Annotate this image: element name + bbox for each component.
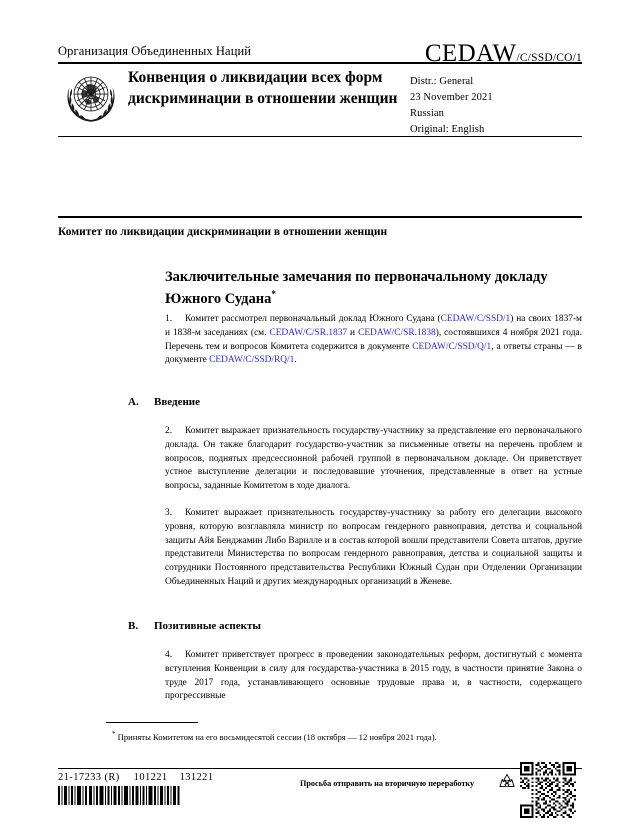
un-emblem bbox=[62, 72, 120, 124]
paragraph-1-text-d: ), состоявшихся 4 ноября 2021 года. Перечень тем и вопросов Комитета содержится в документе bbox=[165, 327, 582, 352]
section-a-letter: A. bbox=[128, 396, 139, 408]
footnote bbox=[112, 730, 552, 743]
barcode bbox=[58, 786, 180, 805]
section-heading-introduction bbox=[128, 396, 200, 408]
recycle-icon bbox=[497, 772, 517, 792]
paragraph-2-text: Комитет выражает признательность государству-участнику за представление его первоначального доклада. Он также благодарит государство-участник за письменные ответы на перечень проблем и вопросов, поднятых предсессионной рабочей группой в первоначальном докладе. Он приветствует устное выступление делегации и последовавшие уточнения, представленные в ответ на устные вопросы, заданные Комитетом в ходе диалога. bbox=[165, 426, 582, 492]
footer-rule bbox=[58, 768, 582, 769]
masthead-bottom-rule bbox=[58, 136, 582, 137]
section-b-letter: B. bbox=[128, 620, 139, 632]
paragraph-1-text-e: , а ответы страны — в документе bbox=[165, 341, 582, 366]
page-title bbox=[165, 268, 565, 309]
date-code-2: 131221 bbox=[179, 772, 214, 783]
committee-name: Комитет по ликвидации дискриминации в отношении женщин bbox=[58, 226, 388, 238]
paragraph-1-text-c: и bbox=[347, 327, 359, 338]
section-a-title: Введение bbox=[154, 396, 201, 408]
paragraph-1-text-a: Комитет рассмотрел первоначальный доклад Южного Судана ( bbox=[185, 314, 441, 324]
paragraph-4-text: Комитет приветствует прогресс в проведении законодательных реформ, достигнутый с момента вступления Конвенции в силу для государства-участника в 2015 году, в частности принятие Закона о труде 2017 года, устанавливающего основные трудовые права и, в частности, содержащего прогрессивные bbox=[165, 650, 582, 702]
reference-link-cedaw-c-ssd-1[interactable]: CEDAW/C/SSD/1 bbox=[440, 314, 511, 324]
date-code-1: 101221 bbox=[133, 772, 168, 783]
paragraph-2 bbox=[165, 425, 582, 494]
section-heading-positive-aspects bbox=[128, 620, 261, 632]
original-language: Original: English bbox=[410, 124, 485, 136]
masthead-body bbox=[58, 64, 582, 136]
document-date: 23 November 2021 bbox=[410, 92, 493, 104]
footnote-text: Приняты Комитетом на его восьмидесятой сессии (18 октября — 12 ноября 2021 года). bbox=[117, 731, 437, 742]
paragraph-3-text: Комитет выражает признательность государству-участнику за работу его делегации высокого уровня, которую возглавляла министр по вопросам гендерного равноправия, детства и социальной защиты Айя Бенджамин Либо Варилле и в состав которой вошли представители Совета штатов, другие представители Министерства по вопросам гендерного равноправия, детства и социальной защиты и сотрудники Постоянного представительства Республики Южный Судан при Отделении Организации Объединенных Наций и других международных организаций в Женеве. bbox=[165, 508, 582, 588]
convention-title: Конвенция о ликвидации всех форм дискриминации в отношении женщин bbox=[128, 69, 398, 107]
reference-link-cedaw-c-ssd-q-1[interactable]: CEDAW/C/SSD/Q/1 bbox=[412, 341, 492, 352]
paragraph-1-text-f: . bbox=[294, 355, 297, 366]
document-symbol-main: CEDAW bbox=[424, 40, 517, 67]
recycle-text: Просьба отправить на вторичную переработку bbox=[300, 779, 475, 788]
paragraph-3-number: 3. bbox=[165, 508, 173, 518]
qr-code bbox=[520, 762, 576, 818]
reference-link-cedaw-c-sr-1837[interactable]: CEDAW/C/SR.1837 bbox=[269, 327, 348, 338]
organization-name: Организация Объединенных Наций bbox=[58, 44, 252, 58]
footnote-separator bbox=[106, 722, 198, 723]
paragraph-4-number: 4. bbox=[165, 650, 173, 660]
paragraph-1 bbox=[165, 313, 582, 368]
distribution-block bbox=[410, 74, 493, 139]
paragraph-3 bbox=[165, 507, 582, 590]
reference-link-cedaw-c-ssd-rq-1[interactable]: CEDAW/C/SSD/RQ/1 bbox=[209, 355, 295, 366]
job-number-value: 21-17233 (R) bbox=[58, 772, 120, 783]
paragraph-1-number: 1. bbox=[165, 314, 173, 324]
paragraph-4 bbox=[165, 649, 582, 704]
title-footnote-marker: * bbox=[271, 288, 276, 299]
document-language: Russian bbox=[410, 108, 444, 120]
footnote-marker: * bbox=[112, 730, 116, 738]
committee-rule bbox=[58, 216, 582, 218]
distribution-line: Distr.: General bbox=[410, 76, 474, 87]
paragraph-1-text-b: ) на своих 1837-м и 1838-м заседаниях (см. bbox=[165, 314, 582, 338]
section-b-title: Позитивные аспекты bbox=[154, 620, 261, 632]
job-number bbox=[58, 772, 213, 783]
reference-link-cedaw-c-sr-1838[interactable]: CEDAW/C/SR.1838 bbox=[358, 327, 436, 338]
page-title-text: Заключительные замечания по первоначальному докладу Южного Судана bbox=[165, 269, 548, 307]
paragraph-2-number: 2. bbox=[165, 426, 173, 436]
document-symbol-suffix: /C/SSD/CO/1 bbox=[516, 52, 582, 64]
masthead bbox=[58, 40, 582, 137]
